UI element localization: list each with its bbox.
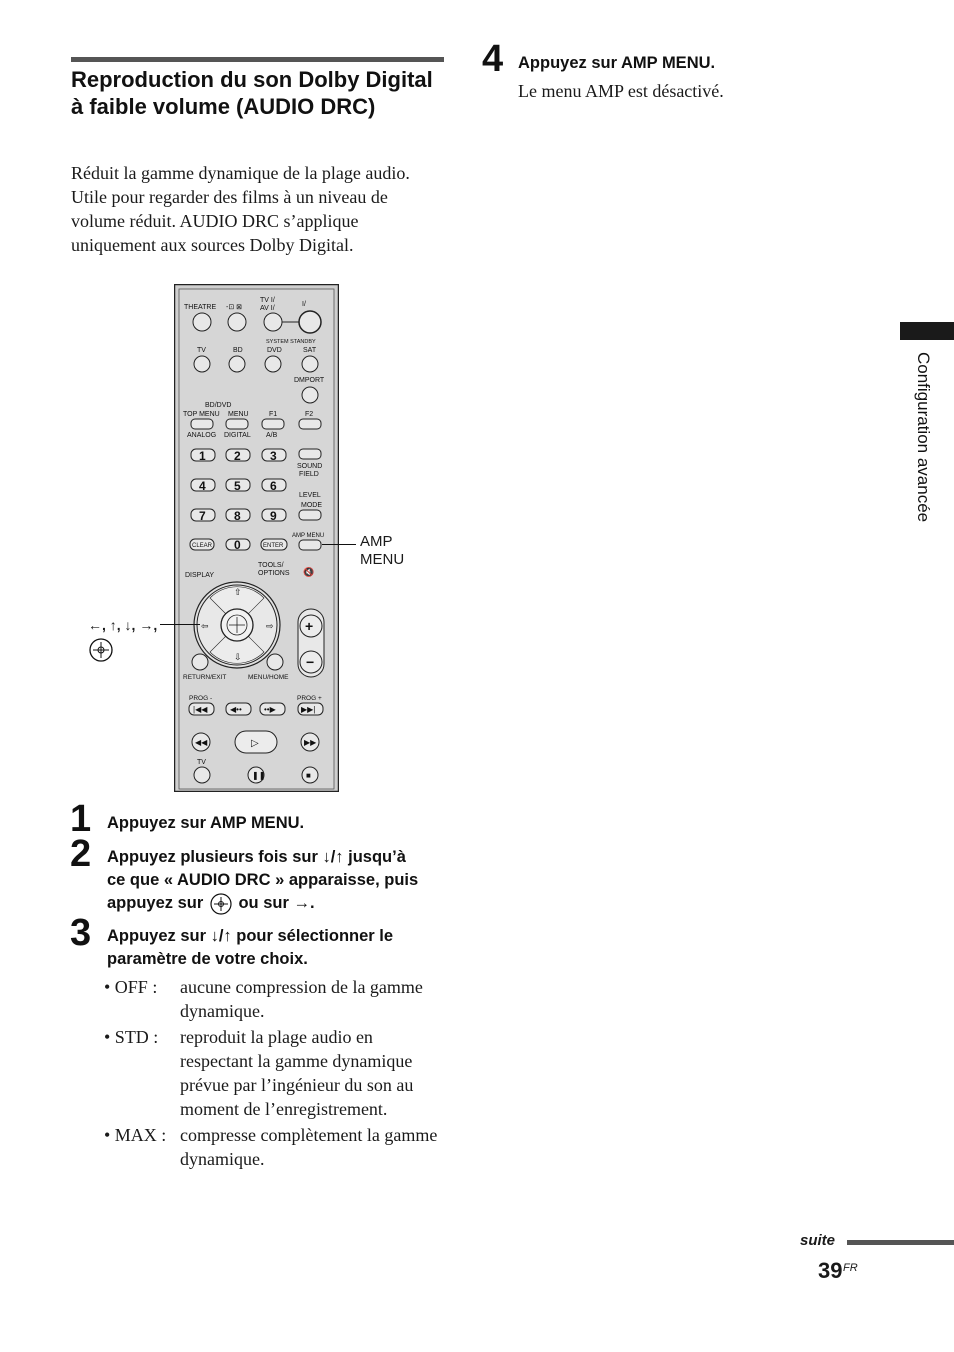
- next-icon: ▶▶|: [301, 705, 316, 714]
- intro-line: Utile pour regarder des films à un niveau de: [71, 187, 388, 207]
- right-arrow-icon: ⇨: [266, 621, 274, 631]
- power-button[interactable]: [299, 311, 321, 333]
- rewind-icon: ◀◀: [195, 738, 208, 747]
- option-key: • OFF :: [104, 977, 158, 997]
- step-number-1: 1: [70, 798, 92, 840]
- page-language-suffix: FR: [843, 1262, 858, 1274]
- option-item: [104, 975, 449, 1023]
- option-desc: compresse complètement la gamme dynamique.: [180, 1125, 438, 1169]
- analog-label: ANALOG: [187, 432, 217, 439]
- amp-menu-button[interactable]: [299, 540, 321, 550]
- number-label: 6: [270, 479, 277, 493]
- stop-icon: ■: [306, 771, 311, 780]
- level-label: LEVEL: [299, 492, 321, 499]
- level-label-2: MODE: [301, 502, 322, 509]
- top-menu-label: TOP MENU: [183, 411, 220, 418]
- step-4-desc: Le menu AMP est désactivé.: [518, 81, 724, 101]
- bd-label: BD: [233, 347, 243, 354]
- number-label: 0: [234, 538, 241, 552]
- menu-label: MENU: [228, 411, 249, 418]
- step-4-text: Appuyez sur AMP MENU.: [518, 54, 716, 72]
- theatre-button[interactable]: [193, 313, 211, 331]
- arrows-callout-line: [160, 624, 200, 625]
- tv-button[interactable]: [194, 356, 210, 372]
- display-label: DISPLAY: [185, 572, 215, 579]
- step-number-4: 4: [482, 38, 504, 80]
- option-desc: reproduit la plage audio en respectant la gamme dynamique prévue par l’ingénieur du son au moment de l’enregistrement.: [180, 1027, 414, 1119]
- intro-line: uniquement aux sources Dolby Digital.: [71, 235, 354, 255]
- number-label: 1: [199, 449, 206, 463]
- theatre-label: THEATRE: [184, 304, 217, 311]
- options-list: [104, 975, 449, 1173]
- sound-field-label-2: FIELD: [299, 471, 319, 478]
- digital-button[interactable]: [226, 419, 248, 429]
- input-button[interactable]: [228, 313, 246, 331]
- intro-line: Réduit la gamme dynamique de la plage audio.: [71, 163, 410, 183]
- step-2-line-3b: ou sur →.: [238, 894, 315, 912]
- step-2-line-3a: appuyez sur: [107, 894, 204, 912]
- step-3-text: [107, 925, 452, 971]
- number-label: 7: [199, 509, 206, 523]
- step-3-line: paramètre de votre choix.: [107, 950, 308, 968]
- system-standby-label: SYSTEM STANDBY: [266, 339, 316, 345]
- dmport-label: DMPORT: [294, 377, 325, 384]
- tv-bottom-label: TV: [197, 759, 206, 766]
- pause-icon: ❚❚: [252, 771, 266, 780]
- f1-label: F1: [269, 411, 278, 418]
- f2-label: F2: [305, 411, 314, 418]
- power-label: I/: [302, 301, 306, 308]
- minus-icon: −: [306, 654, 315, 670]
- mute-icon: 🔇: [303, 567, 315, 577]
- heading-rule: [71, 57, 444, 62]
- return-exit-label: RETURN/EXIT: [183, 674, 227, 681]
- option-item: [104, 1123, 449, 1171]
- tools-label-2: OPTIONS: [258, 570, 290, 577]
- amp-menu-callout-line1: AMP: [360, 533, 393, 550]
- number-label: 3: [270, 449, 277, 463]
- sound-field-label: SOUND: [297, 463, 323, 470]
- up-arrow-icon: ⇧: [234, 587, 242, 597]
- fast-forward-icon: ▶▶: [304, 738, 317, 747]
- down-arrow-icon: ⇩: [234, 652, 242, 662]
- sound-field-button[interactable]: [299, 449, 321, 459]
- intro-line: volume réduit. AUDIO DRC s’applique: [71, 211, 359, 231]
- av-power-label: AV I/: [260, 305, 275, 312]
- bd-button[interactable]: [229, 356, 245, 372]
- step-2-line-3: [107, 892, 452, 915]
- option-key: • STD :: [104, 1027, 159, 1047]
- f2-button[interactable]: [299, 419, 321, 429]
- page-number: 39: [818, 1258, 843, 1283]
- menu-home-button[interactable]: [267, 654, 283, 670]
- clear-label: CLEAR: [192, 543, 213, 549]
- enter-label: ENTER: [263, 543, 284, 549]
- arrows-callout: ←, ↑, ↓, →,: [88, 617, 158, 633]
- enter-icon: [88, 637, 114, 663]
- tv-av-power-button[interactable]: [264, 313, 282, 331]
- tv-bottom-button[interactable]: [194, 767, 210, 783]
- step-2-line: Appuyez plusieurs fois sur ↓/↑ jusqu’à: [107, 848, 406, 866]
- option-item: [104, 1025, 449, 1121]
- ab-button[interactable]: [262, 419, 284, 429]
- step-2-text: [107, 846, 452, 915]
- number-label: 8: [234, 509, 241, 523]
- step-number-3: 3: [70, 912, 92, 954]
- analog-button[interactable]: [191, 419, 213, 429]
- intro-text: [71, 161, 451, 257]
- number-label: 9: [270, 509, 277, 523]
- dvd-button[interactable]: [265, 356, 281, 372]
- section-side-label: Configuration avancée: [914, 352, 933, 523]
- step-2-line: ce que « AUDIO DRC » apparaisse, puis: [107, 871, 419, 889]
- number-label: 5: [234, 479, 241, 493]
- menu-home-label: MENU/HOME: [248, 674, 289, 681]
- plus-icon: +: [305, 618, 314, 634]
- enter-icon: [210, 893, 232, 915]
- step-number-2: 2: [70, 833, 92, 875]
- return-button[interactable]: [192, 654, 208, 670]
- dmport-button[interactable]: [302, 387, 318, 403]
- prog-minus-label: PROG -: [189, 695, 213, 702]
- prev-icon: |◀◀: [193, 705, 208, 714]
- remote-illustration: [174, 284, 339, 792]
- amp-menu-callout-line: [322, 544, 356, 545]
- section-tab: [900, 322, 954, 340]
- advance-icon: ••▶: [264, 705, 276, 714]
- sat-button[interactable]: [302, 356, 318, 372]
- ab-label: A/B: [266, 432, 278, 439]
- amp-menu-callout-line2: MENU: [360, 551, 405, 568]
- step-3-line: Appuyez sur ↓/↑ pour sélectionner le: [107, 927, 394, 945]
- level-button[interactable]: [299, 510, 321, 520]
- continued-label: suite: [800, 1232, 836, 1249]
- play-icon: ▷: [251, 738, 259, 749]
- amp-menu-callout: [360, 533, 404, 569]
- dvd-label: DVD: [267, 347, 282, 354]
- option-desc: aucune compression de la gamme dynamique.: [180, 977, 423, 1021]
- amp-menu-label: AMP MENU: [292, 533, 325, 539]
- digital-label: DIGITAL: [224, 432, 251, 439]
- option-key: • MAX :: [104, 1125, 167, 1145]
- bd-dvd-label: BD/DVD: [205, 402, 232, 409]
- replay-icon: ◀••: [230, 705, 242, 714]
- number-label: 4: [199, 479, 206, 493]
- continued-bar: [847, 1240, 954, 1245]
- step-1-text: Appuyez sur AMP MENU.: [107, 814, 305, 832]
- number-label: 2: [234, 449, 241, 463]
- prog-plus-label: PROG +: [297, 695, 322, 702]
- section-heading: Reproduction du son Dolby Digital à faible volume (AUDIO DRC): [71, 67, 433, 119]
- left-arrow-icon: ⇦: [201, 621, 209, 631]
- tv-power-label: TV I/: [260, 297, 275, 304]
- tools-label: TOOLS/: [258, 562, 284, 569]
- sat-label: SAT: [303, 347, 317, 354]
- tv-label: TV: [197, 347, 206, 354]
- input-icons: -⊡ ⊠: [226, 304, 243, 311]
